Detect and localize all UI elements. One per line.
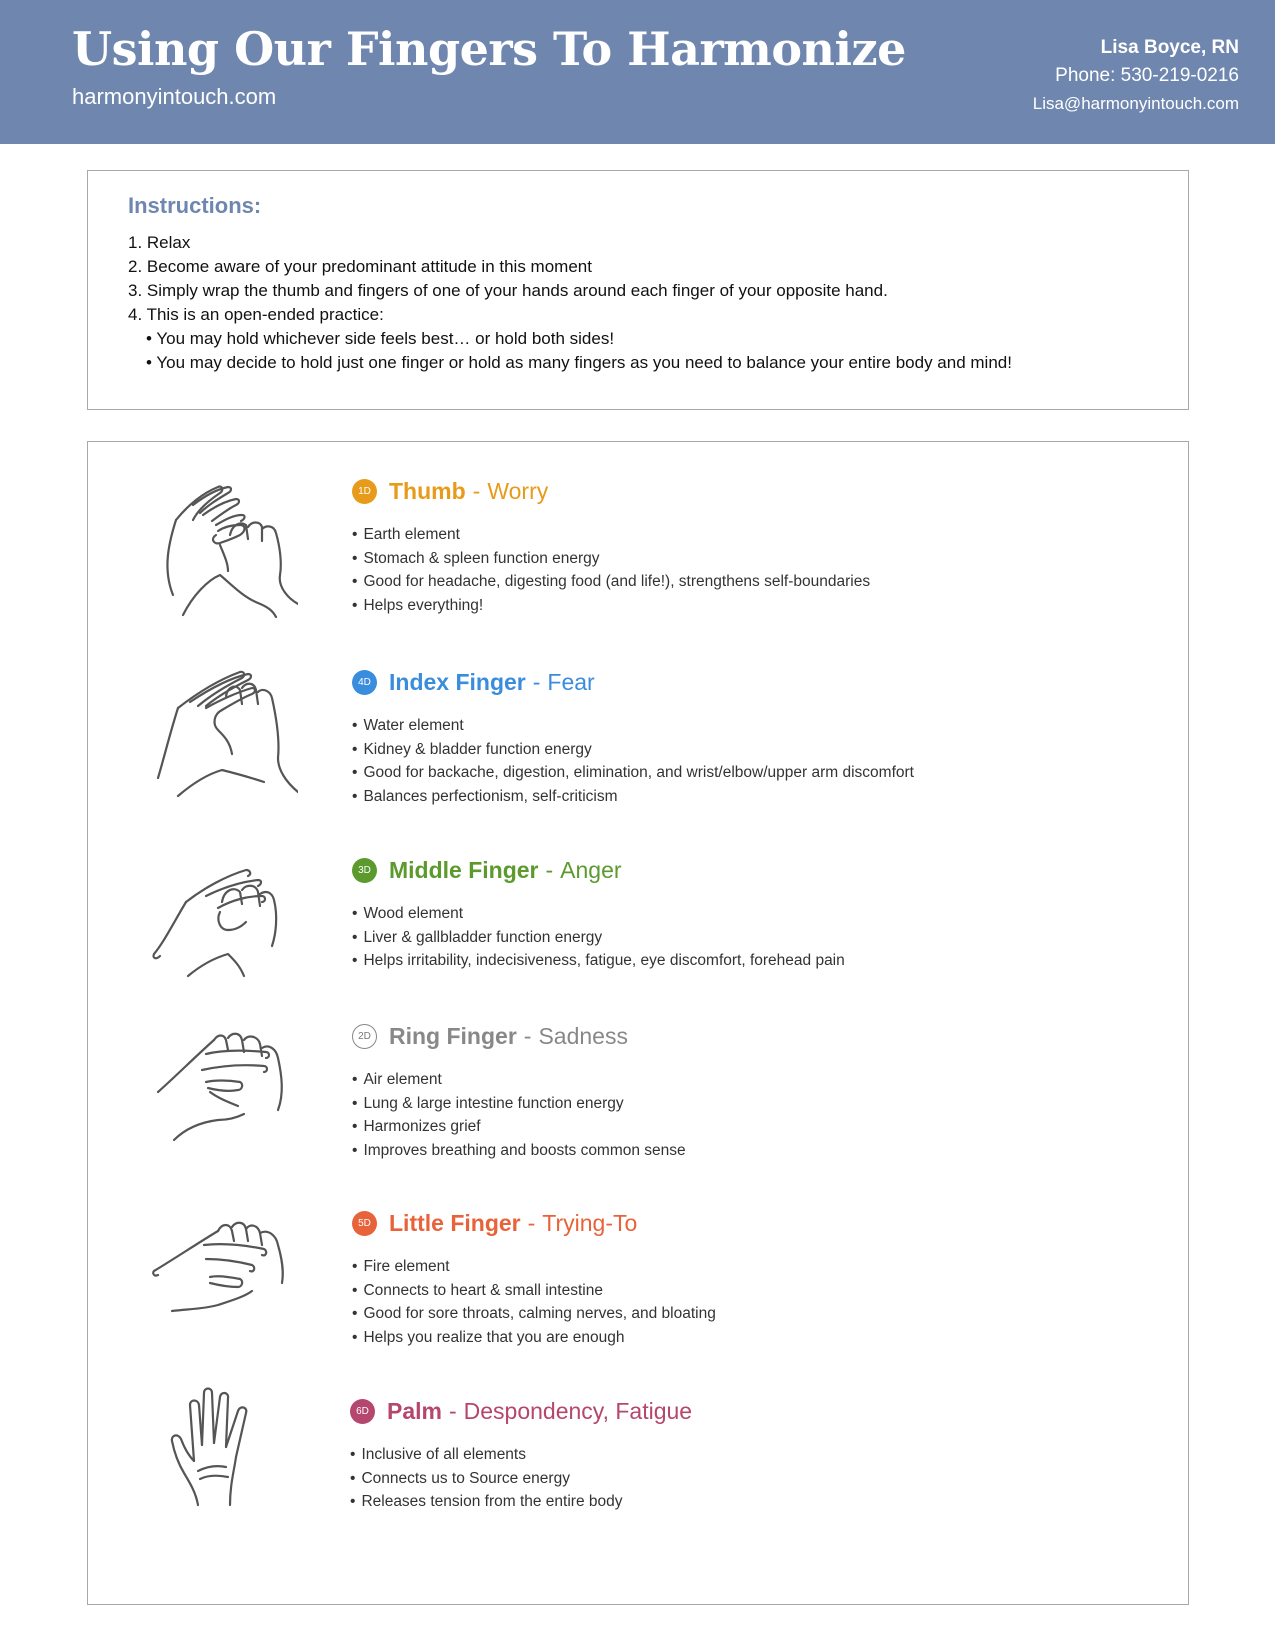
heading-separator: - <box>532 668 541 695</box>
heading-separator: - <box>523 1022 532 1049</box>
heading-separator: - <box>545 856 554 883</box>
bullet-item: • Liver & gallbladder function energy <box>352 926 845 950</box>
finger-bullets <box>352 714 914 808</box>
instruction-subitem: • You may hold whichever side feels best… or hold both sides! <box>146 329 615 348</box>
finger-name: Thumb <box>389 477 466 504</box>
finger-name: Index Finger <box>389 668 526 695</box>
bullet-item: • Helps irritability, indecisiveness, fatigue, eye discomfort, forehead pain <box>352 949 845 973</box>
finger-heading <box>350 1395 692 1427</box>
bullet-item: • Stomach & spleen function energy <box>352 547 870 571</box>
step-badge: 3D <box>352 858 377 883</box>
instruction-subitem: • You may decide to hold just one finger or hold as many fingers as you need to balance your entire body and mind! <box>146 353 1012 372</box>
finger-bullets <box>352 523 870 617</box>
finger-emotion: Trying-To <box>542 1209 638 1236</box>
page-header <box>0 0 1275 144</box>
open-palm-icon <box>148 1375 298 1525</box>
bullet-item: • Good for sore throats, calming nerves, and bloating <box>352 1302 716 1326</box>
bullet-item: • Fire element <box>352 1255 716 1279</box>
bullet-item: • Good for backache, digestion, elimination, and wrist/elbow/upper arm discomfort <box>352 761 914 785</box>
finger-emotion: Anger <box>560 856 622 883</box>
finger-heading <box>352 854 622 886</box>
instructions-box <box>87 170 1189 410</box>
step-badge: 1D <box>352 479 377 504</box>
instruction-item: 4. This is an open-ended practice: <box>128 305 384 324</box>
hands-holding-thumb-icon <box>148 475 298 625</box>
contact-info <box>1033 34 1239 118</box>
bullet-item: • Harmonizes grief <box>352 1115 686 1139</box>
heading-separator: - <box>448 1397 457 1424</box>
finger-emotion: Fear <box>547 668 595 695</box>
website-link[interactable]: harmonyintouch.com <box>72 84 277 109</box>
bullet-item: • Lung & large intestine function energy <box>352 1092 686 1116</box>
author-name: Lisa Boyce, RN <box>1100 37 1239 58</box>
bullet-item: • Good for headache, digesting food (and life!), strengthens self-boundaries <box>352 570 870 594</box>
phone-number: Phone: 530-219-0216 <box>1055 65 1239 86</box>
bullet-item: • Releases tension from the entire body <box>350 1490 623 1514</box>
step-badge: 4D <box>352 670 377 695</box>
bullet-item: • Air element <box>352 1068 686 1092</box>
instructions-title: Instructions: <box>128 193 262 218</box>
hands-holding-index-finger-icon <box>148 658 298 808</box>
email-link[interactable]: Lisa@harmonyintouch.com <box>1032 94 1239 113</box>
finger-name: Little Finger <box>389 1209 521 1236</box>
finger-bullets <box>350 1443 623 1514</box>
bullet-item: • Kidney & bladder function energy <box>352 738 914 762</box>
bullet-item: • Helps you realize that you are enough <box>352 1326 716 1350</box>
finger-bullets <box>352 902 845 973</box>
instruction-item: 1. Relax <box>128 233 191 252</box>
instruction-item: 3. Simply wrap the thumb and fingers of one of your hands around each finger of your opposite hand. <box>128 281 888 300</box>
finger-emotion: Sadness <box>538 1022 628 1049</box>
bullet-item: • Earth element <box>352 523 870 547</box>
hands-holding-middle-finger-icon <box>148 842 298 992</box>
bullet-item: • Connects us to Source energy <box>350 1467 623 1491</box>
finger-heading <box>352 475 548 507</box>
bullet-item: • Balances perfectionism, self-criticism <box>352 785 914 809</box>
page-title: Using Our Fingers To Harmonize <box>72 22 906 76</box>
bullet-item: • Helps everything! <box>352 594 870 618</box>
finger-heading <box>352 666 595 698</box>
finger-name: Ring Finger <box>389 1022 517 1049</box>
finger-emotion: Worry <box>487 477 549 504</box>
step-badge: 5D <box>352 1211 377 1236</box>
step-badge: 6D <box>350 1399 375 1424</box>
finger-name: Middle Finger <box>389 856 539 883</box>
heading-separator: - <box>472 477 481 504</box>
instructions-list <box>128 231 1012 375</box>
finger-name: Palm <box>387 1397 442 1424</box>
finger-emotion: Despondency, Fatigue <box>463 1397 693 1424</box>
step-badge: 2D <box>352 1024 377 1049</box>
bullet-item: • Water element <box>352 714 914 738</box>
finger-heading <box>352 1020 628 1052</box>
hands-holding-ring-finger-icon <box>148 1010 298 1160</box>
bullet-item: • Inclusive of all elements <box>350 1443 623 1467</box>
finger-heading <box>352 1207 637 1239</box>
instruction-item: 2. Become aware of your predominant attitude in this moment <box>128 257 592 276</box>
finger-bullets <box>352 1255 716 1349</box>
finger-bullets <box>352 1068 686 1162</box>
bullet-item: • Improves breathing and boosts common sense <box>352 1139 686 1163</box>
bullet-item: • Connects to heart & small intestine <box>352 1279 716 1303</box>
bullet-item: • Wood element <box>352 902 845 926</box>
hands-holding-little-finger-icon <box>148 1197 298 1347</box>
heading-separator: - <box>527 1209 536 1236</box>
fingers-box <box>87 441 1189 1605</box>
